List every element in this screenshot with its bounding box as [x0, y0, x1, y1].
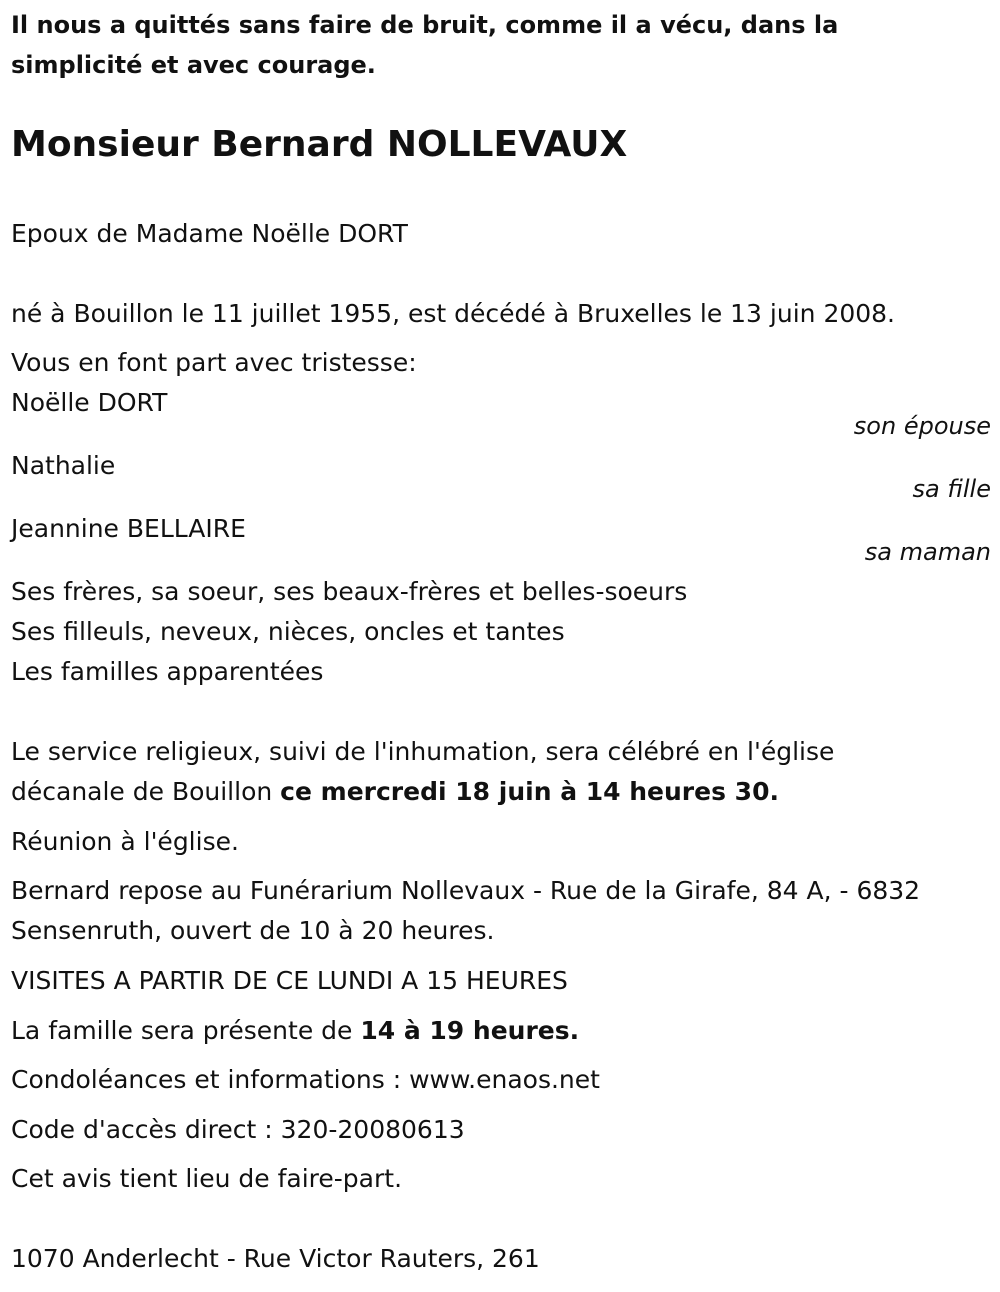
announcer-name: Noëlle DORT	[11, 388, 168, 417]
funerarium-paragraph	[11, 871, 986, 951]
announcer-name: Jeannine BELLAIRE	[11, 514, 246, 543]
service-location: décanale de Bouillon	[11, 777, 281, 806]
access-code-line: Code d'accès direct : 320-20080613	[11, 1115, 465, 1144]
meeting-line: Réunion à l'église.	[11, 827, 239, 856]
notice-line: Cet avis tient lieu de faire-part.	[11, 1164, 403, 1193]
epigraph-line-1: Il nous a quittés sans faire de bruit, comme il a vécu, dans la	[11, 11, 839, 39]
birth-death-line: né à Bouillon le 11 juillet 1955, est décédé à Bruxelles le 13 juin 2008.	[11, 299, 896, 328]
family-line: Ses filleuls, neveux, nièces, oncles et tantes	[11, 617, 565, 646]
service-paragraph	[11, 732, 986, 812]
visits-line: VISITES A PARTIR DE CE LUNDI A 15 HEURES	[11, 966, 568, 995]
funerarium-line-2: Sensenruth, ouvert de 10 à 20 heures.	[11, 916, 495, 945]
address-line: 1070 Anderlecht - Rue Victor Rauters, 261	[11, 1244, 540, 1273]
service-line-2	[11, 772, 986, 812]
condolences-line: Condoléances et informations : www.enaos.net	[11, 1065, 600, 1094]
funerarium-line-1: Bernard repose au Funérarium Nollevaux - Rue de la Girafe, 84 A, - 6832	[11, 876, 921, 905]
family-presence-text: La famille sera présente de	[11, 1016, 361, 1045]
announcer-relation: sa maman	[864, 538, 991, 566]
announcer-name: Nathalie	[11, 451, 116, 480]
family-presence-line	[11, 1014, 579, 1048]
service-line-1: Le service religieux, suivi de l'inhumation, sera célébré en l'église	[11, 737, 835, 766]
epigraph-line-2: simplicité et avec courage.	[11, 51, 376, 79]
service-datetime: ce mercredi 18 juin à 14 heures 30.	[280, 777, 779, 806]
announcers-intro: Vous en font part avec tristesse:	[11, 348, 417, 377]
family-presence-hours: 14 à 19 heures.	[360, 1016, 580, 1045]
announcer-relation: sa fille	[912, 475, 991, 503]
family-line: Ses frères, sa soeur, ses beaux-frères et belles-soeurs	[11, 577, 688, 606]
epigraph	[11, 5, 951, 85]
announcer-relation: son épouse	[853, 412, 991, 440]
family-line: Les familles apparentées	[11, 657, 324, 686]
deceased-name: Monsieur Bernard NOLLEVAUX	[11, 124, 628, 165]
spouse-line: Epoux de Madame Noëlle DORT	[11, 219, 408, 248]
